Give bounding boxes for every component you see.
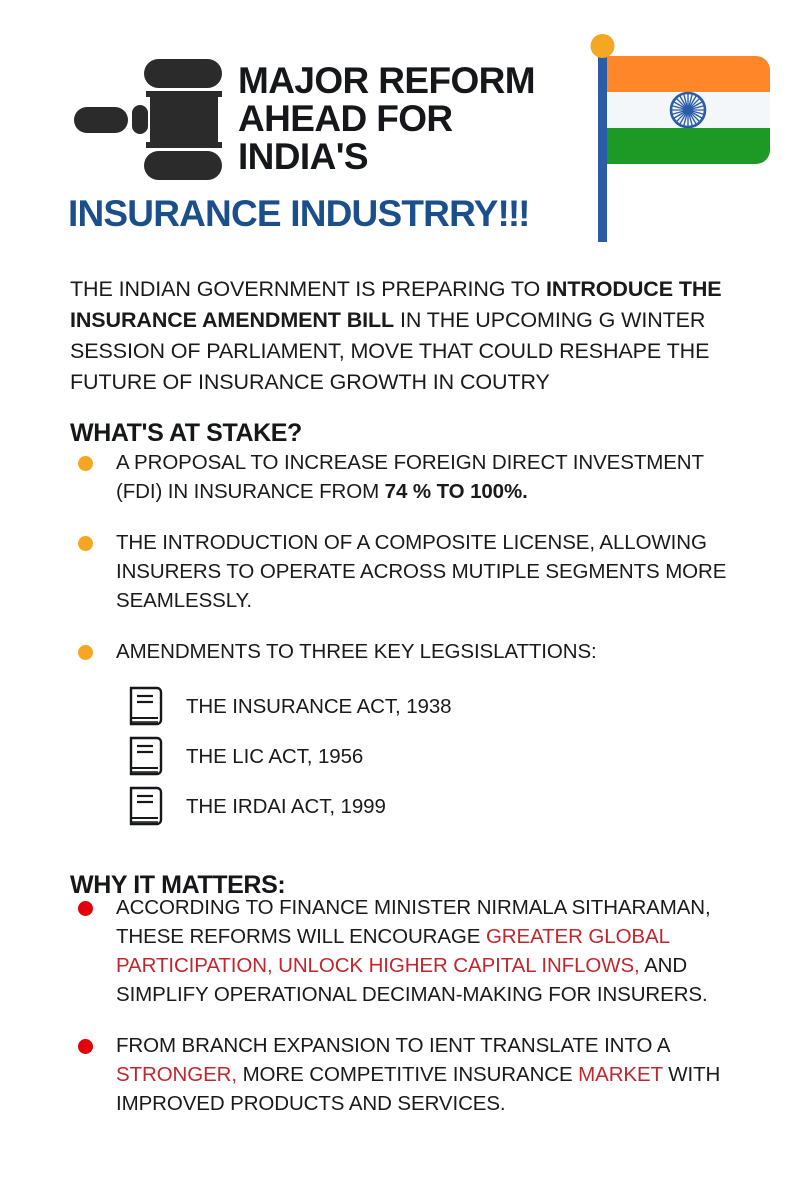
bullet-dot-icon (78, 456, 93, 471)
act-label: THE LIC ACT, 1956 (186, 745, 364, 768)
list-item (70, 637, 748, 666)
bullet-highlight: STRONGER, (116, 1063, 237, 1086)
bullet-text-tail: AND SIMPLIFY OPERATIONAL DECIMAN-MAKING FOR INSURERS. (116, 954, 708, 1006)
bullet-highlight: GREATER GLOBAL PARTICIPATION, UNLOCK HIGHER CAPITAL INFLOWS, (116, 925, 670, 977)
act-label: THE IRDAI ACT, 1999 (186, 795, 386, 818)
list-item (70, 1031, 748, 1118)
bullet-dot-icon (78, 1039, 93, 1054)
title-line-1: MAJOR REFORM (238, 60, 536, 101)
headline-exclamations: !!! (497, 193, 529, 234)
bullet-text: AMENDMENTS TO THREE KEY LEGSISLATTIONS: (116, 640, 597, 663)
header (0, 0, 800, 240)
list-item (70, 448, 748, 506)
india-flag-icon (578, 32, 778, 242)
why-bullet-list (70, 893, 748, 1140)
intro-paragraph (70, 274, 742, 398)
intro-bold-bill: INTRODUCE THE INSURANCE AMENDMENT BILL (70, 276, 722, 332)
bullet-text: A PROPOSAL TO INCREASE FOREIGN DIRECT INVESTMENT (FDI) IN INSURANCE FROM (116, 451, 704, 503)
intro-part-2: IN THE UPCOMING G WINTER SESSION OF PARLIAMENT, MOVE THAT COULD RESHAPE THE FUTURE OF INSURANCE GROWTH IN COUTRY (70, 307, 710, 394)
title-line-2: AHEAD FOR (238, 98, 453, 139)
headline-blue-text: INSURANCE INDUSTRRY (68, 193, 498, 234)
bullet-text-tail: WITH IMPROVED PRODUCTS AND SERVICES. (116, 1063, 721, 1115)
intro-part-1: THE INDIAN GOVERNMENT IS PREPARING TO (70, 276, 547, 301)
list-item (128, 782, 628, 832)
section-heading-stake: WHAT'S AT STAKE? (70, 418, 302, 447)
acts-list (128, 682, 628, 832)
bullet-text-mid: MORE COMPETITIVE INSURANCE (236, 1063, 579, 1086)
list-item (70, 528, 748, 615)
bullet-text: THE INTRODUCTION OF A COMPOSITE LICENSE, ALLOWING INSURERS TO OPERATE ACROSS MUTIPLE SEGMENTS MORE SEAMLESSLY. (116, 531, 727, 612)
bullet-highlight-2: MARKET (578, 1063, 663, 1086)
bullet-dot-icon (78, 645, 93, 660)
bullet-dot-icon (78, 901, 93, 916)
bullet-dot-icon (78, 536, 93, 551)
list-item (70, 893, 748, 1009)
ashoka-chakra-icon (671, 93, 705, 127)
gavel-icon (72, 57, 242, 182)
book-icon (128, 736, 164, 778)
book-icon (128, 786, 164, 828)
list-item (128, 732, 628, 782)
page-subtitle (68, 194, 528, 234)
bullet-text: FROM BRANCH EXPANSION TO IENT TRANSLATE INTO A (116, 1034, 670, 1057)
act-label: THE INSURANCE ACT, 1938 (186, 695, 452, 718)
page-title (238, 62, 588, 176)
list-item (128, 682, 628, 732)
bullet-bold: 74 % TO 100%. (384, 480, 528, 503)
section-heading-why: WHY IT MATTERS: (70, 870, 286, 899)
book-icon (128, 686, 164, 728)
stake-bullet-list (70, 448, 748, 688)
title-line-3: INDIA'S (238, 136, 368, 177)
bullet-text: ACCORDING TO FINANCE MINISTER NIRMALA SITHARAMAN, THESE REFORMS WILL ENCOURAGE (116, 896, 711, 948)
